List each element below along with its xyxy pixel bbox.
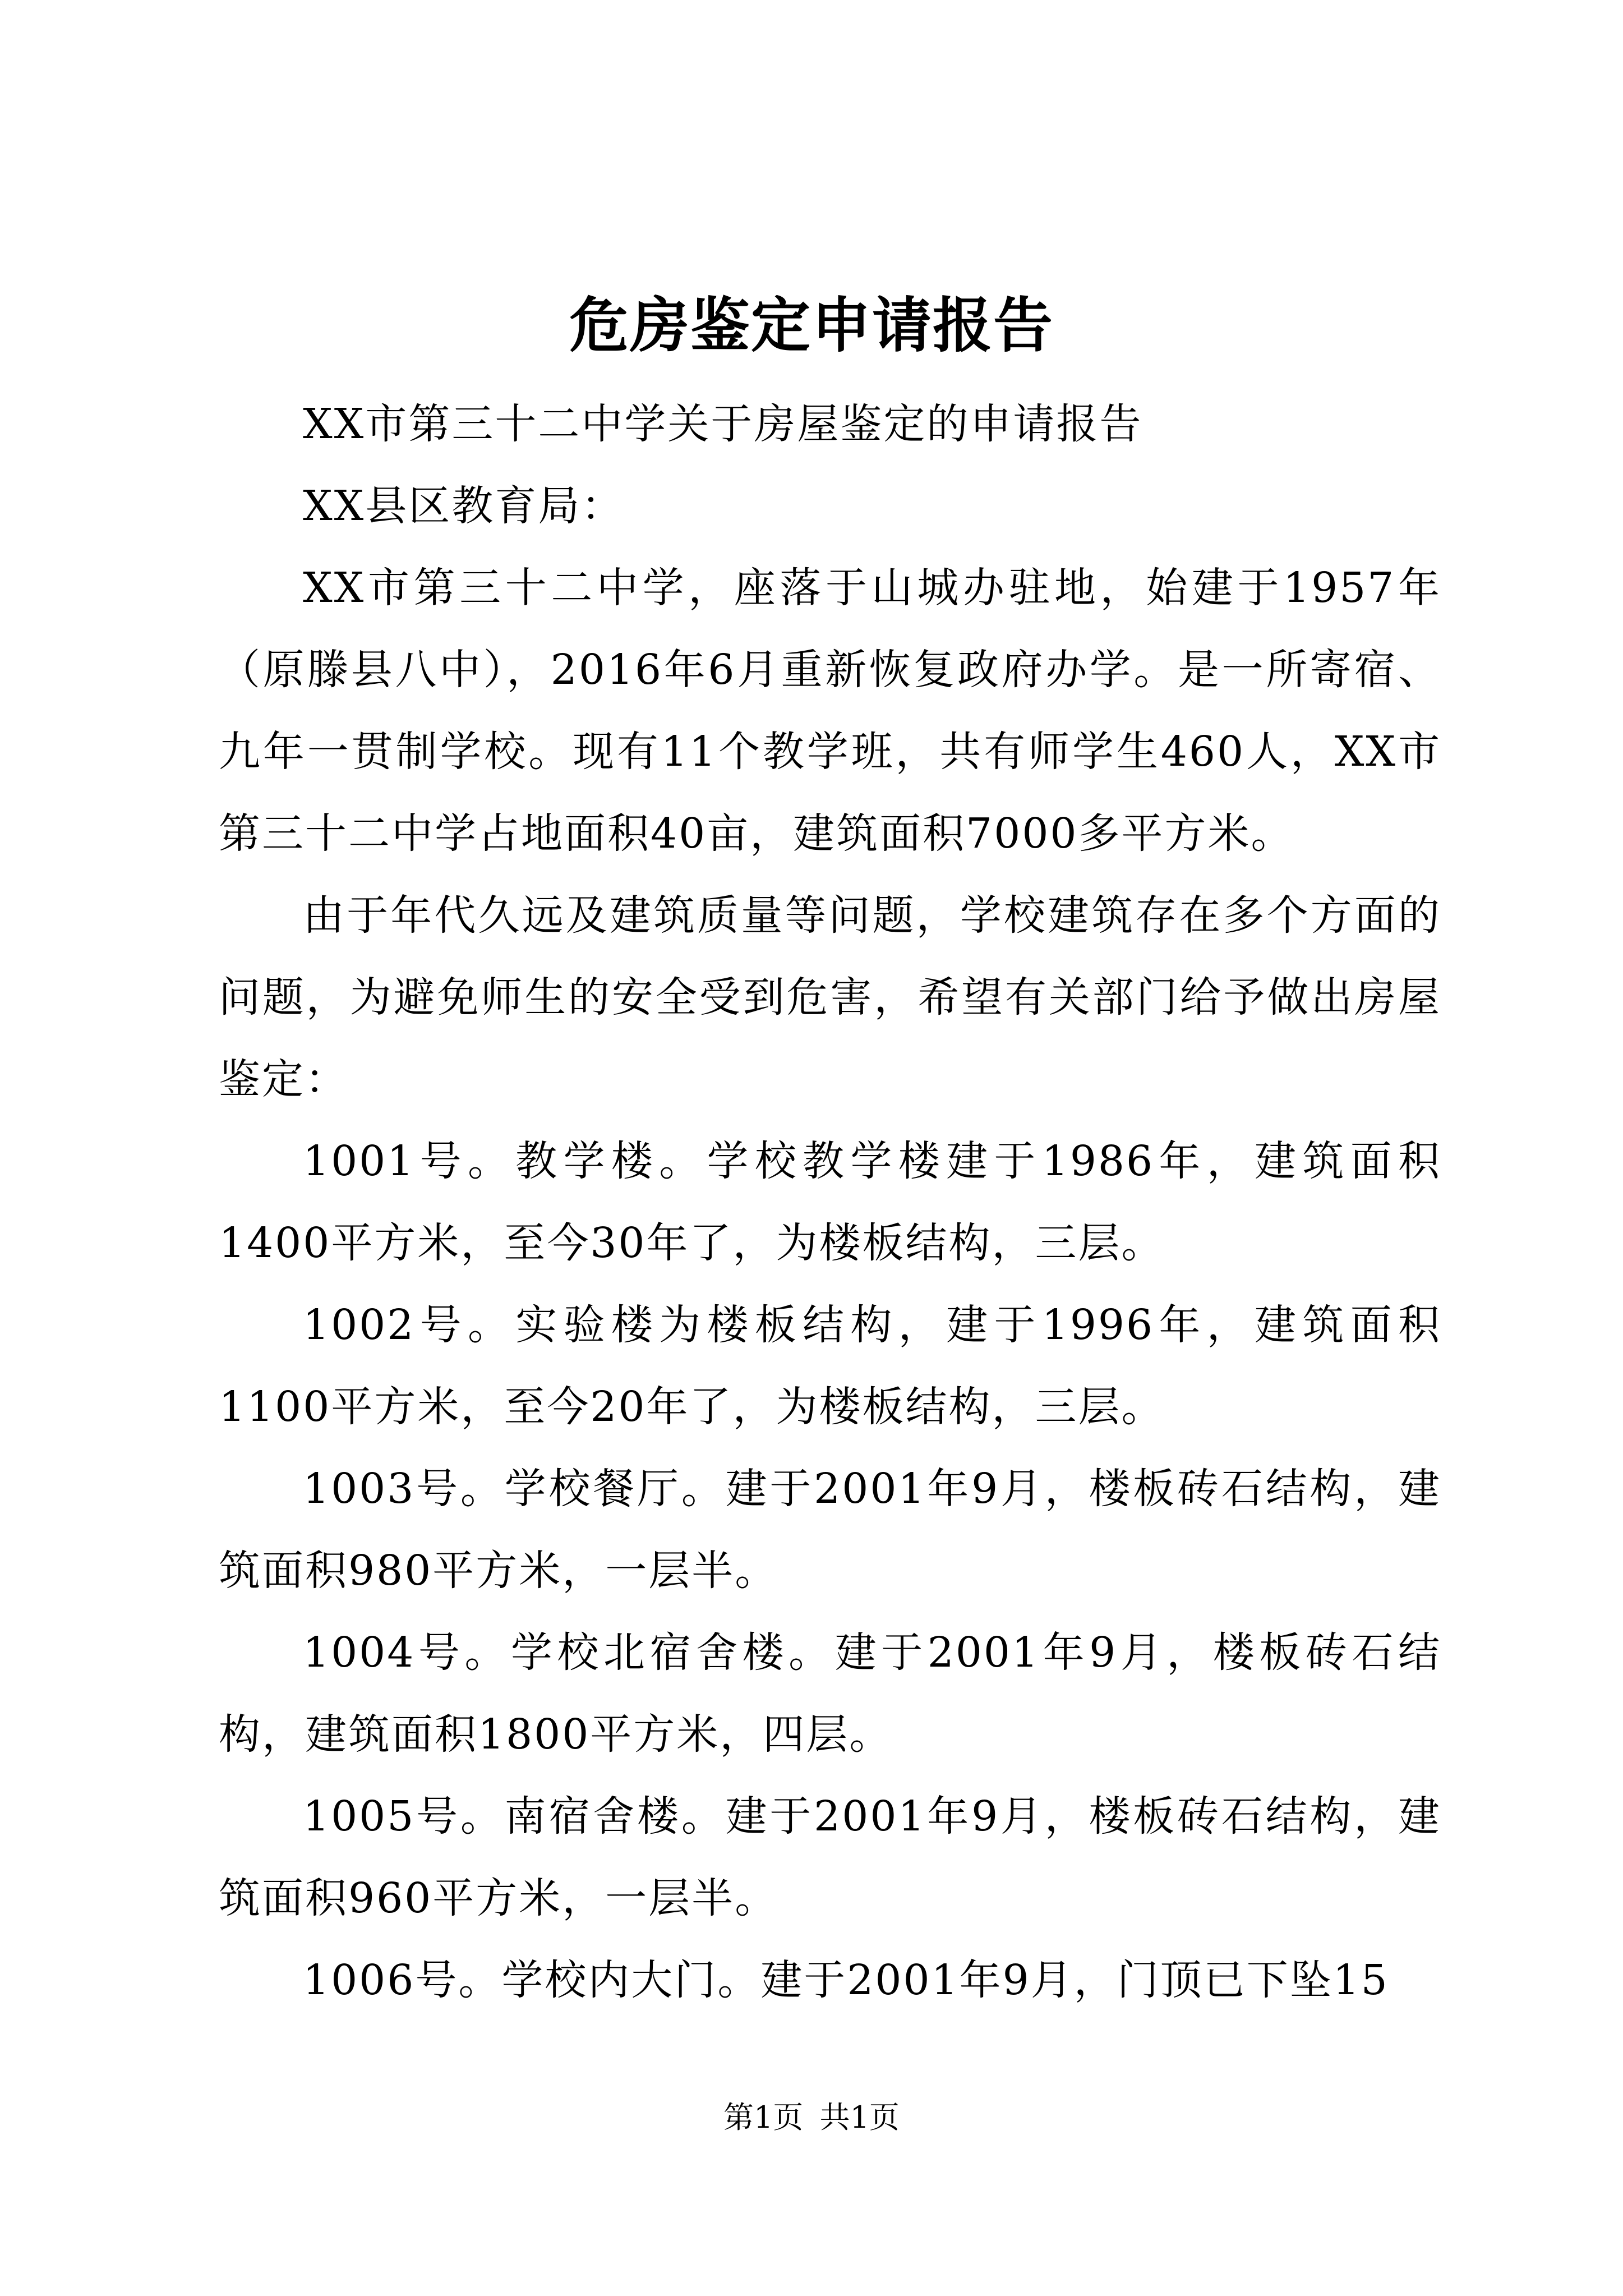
page-number: 第1页: [723, 2100, 804, 2135]
document-title: 危房鉴定申请报告: [569, 290, 1054, 360]
building-1001-paragraph: 1001号。教学楼。学校教学楼建于1986年，建筑面积1400平方米，至今30年了，为楼板结构，三层。: [219, 1137, 1441, 1267]
report-heading-paragraph: XX市第三十二中学关于房屋鉴定的申请报告: [303, 400, 1143, 448]
document-body: [219, 383, 1441, 2021]
page-total: 共1页: [819, 2100, 900, 2135]
building-1004-paragraph: 1004号。学校北宿舍楼。建于2001年9月，楼板砖石结构，建筑面积1800平方米，四层。: [219, 1628, 1441, 1759]
page-footer: [0, 2095, 1623, 2140]
request-reason-paragraph: 由于年代久远及建筑质量等问题，学校建筑存在多个方面的问题，为避免师生的安全受到危害，希望有关部门给予做出房屋鉴定：: [219, 891, 1441, 1103]
school-intro-paragraph: XX市第三十二中学，座落于山城办驻地，始建于1957年（原滕县八中），2016年6月重新恢复政府办学。是一所寄宿、九年一贯制学校。现有11个教学班，共有师学生460人，XX市第三十二中学占地面积40亩，建筑面积7000多平方米。: [219, 564, 1441, 858]
building-1003-paragraph: 1003号。学校餐厅。建于2001年9月，楼板砖石结构，建筑面积980平方米，一层半。: [219, 1465, 1441, 1595]
building-1006-paragraph: 1006号。学校内大门。建于2001年9月，门顶已下坠15: [303, 1956, 1389, 2004]
recipient-paragraph: XX县区教育局：: [303, 482, 625, 530]
building-1005-paragraph: 1005号。南宿舍楼。建于2001年9月，楼板砖石结构，建筑面积960平方米，一层半。: [219, 1792, 1441, 1922]
building-1002-paragraph: 1002号。实验楼为楼板结构，建于1996年，建筑面积1100平方米，至今20年了，为楼板结构，三层。: [219, 1301, 1441, 1431]
